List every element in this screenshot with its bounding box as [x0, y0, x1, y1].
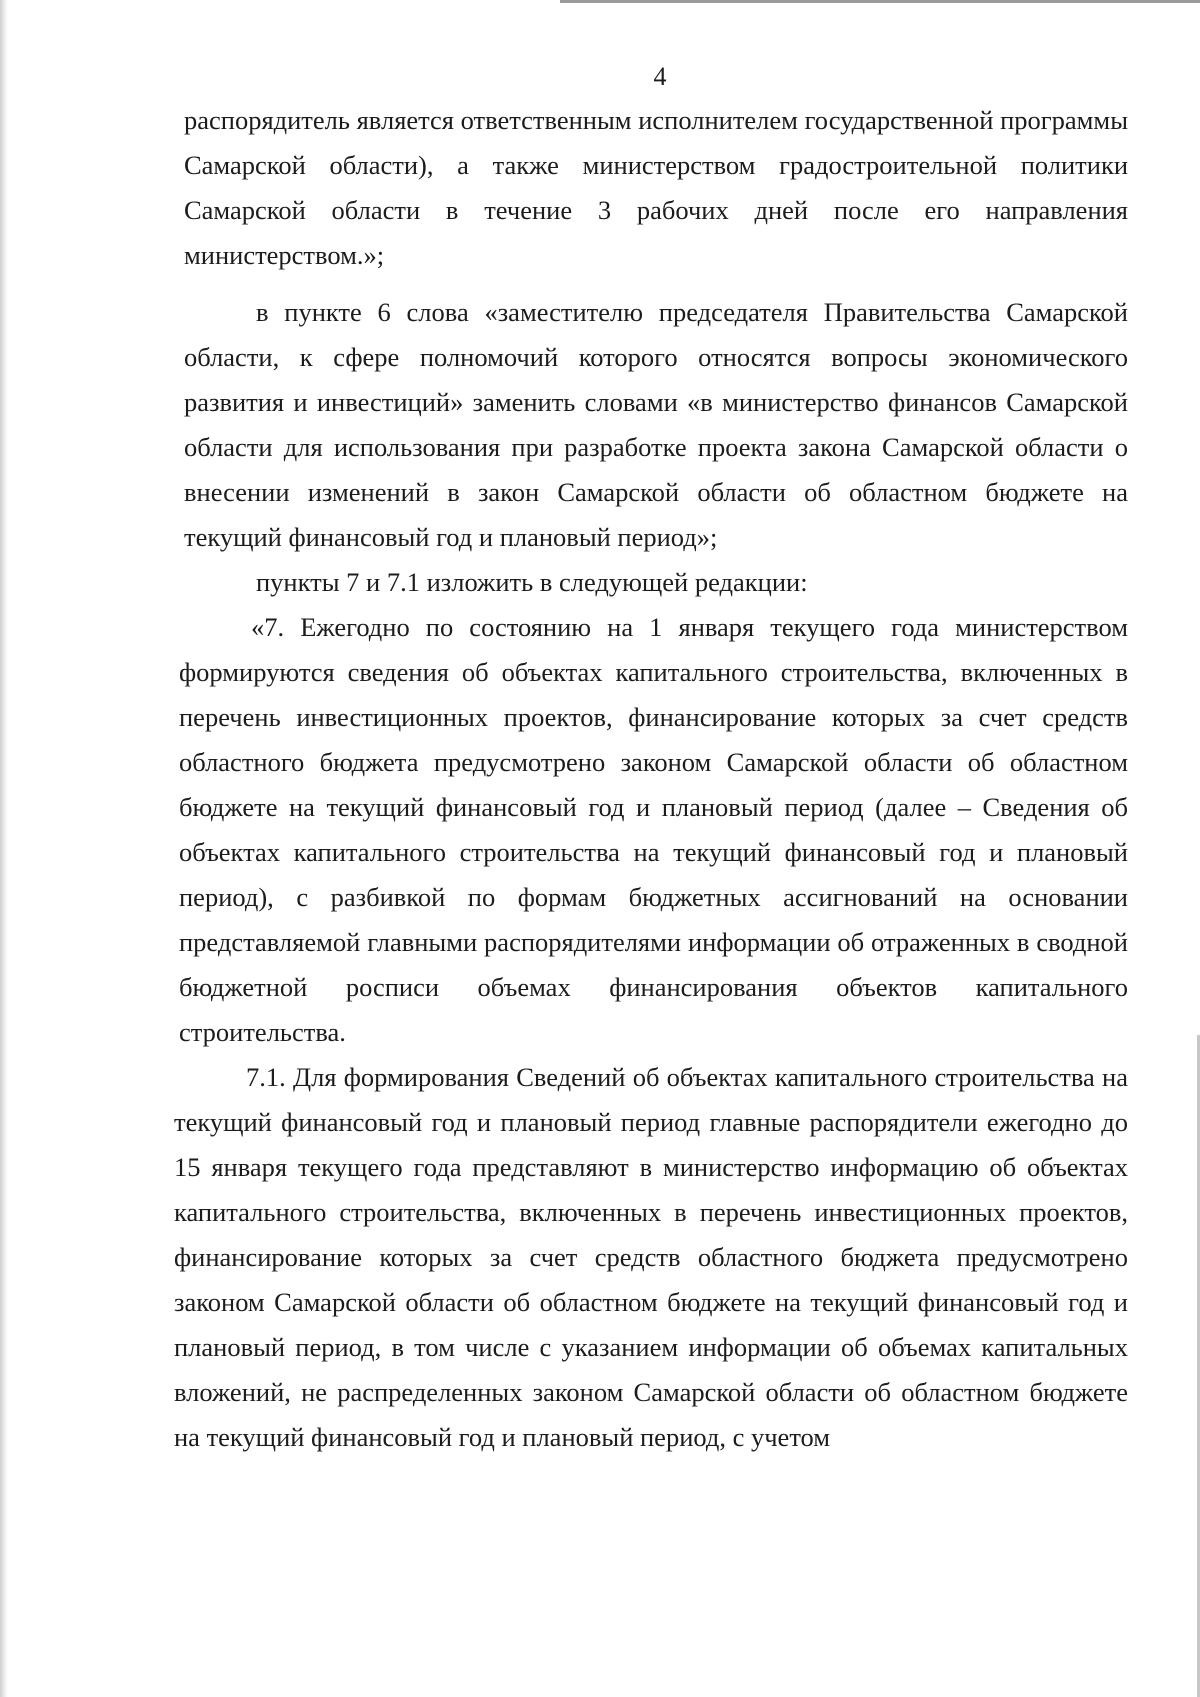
- scan-shadow-left: [0, 0, 8, 1697]
- paragraph-item-7-1: 7.1. Для формирования Сведений об объектах капитального строительства на текущий финансовый год и плановый период главные распорядители ежегодно до 15 января текущего года представляют в министерство информацию об объектах капитального строительства, включенных в перечень инвестиционных проектов, финансирование которых за счет средств областного бюджета предусмотрено законом Самарской области об областном бюджете на текущий финансовый год и плановый период, в том числе с указанием информации об объемах капитальных вложений, не распределенных законом Самарской области об областном бюджете на текущий финансовый год и плановый период, с учетом: [174, 1062, 1128, 1452]
- page-number: 4: [653, 62, 667, 91]
- paragraph-items-7-intro: пункты 7 и 7.1 изложить в следующей редакции:: [256, 567, 808, 597]
- paragraph-item-6-amendment: в пункте 6 слова «заместителю председателя Правительства Самарской области, к сфере полномочий которого относятся вопросы экономического развития и инвестиций» заменить словами «в министерство финансов Самарской области для использования при разработке проекта закона Самарской области о внесении изменений в закон Самарской области об областном бюджете на текущий финансовый год и плановый период»;: [184, 297, 1128, 552]
- paragraph-continuation: распорядитель является ответственным исполнителем государственной программы Самарской области), а также министерством градостроительной политики Самарской области в течение 3 рабочих дней после его направления министерством.»;: [184, 105, 1128, 270]
- scan-edge-top: [560, 0, 1200, 3]
- paragraph-item-7: «7. Ежегодно по состоянию на 1 января текущего года министерством формируются сведения об объектах капитального строительства, включенных в перечень инвестиционных проектов, финансирование которых за счет средств областного бюджета предусмотрено законом Самарской области об областном бюджете на текущий финансовый год и плановый период (далее – Сведения об объектах капитального строительства на текущий финансовый год и плановый период), с разбивкой по формам бюджетных ассигнований на основании представляемой главными распорядителями информации об отраженных в сводной бюджетной росписи объемах финансирования объектов капитального строительства.: [179, 612, 1128, 1047]
- document-body: [174, 98, 1128, 1460]
